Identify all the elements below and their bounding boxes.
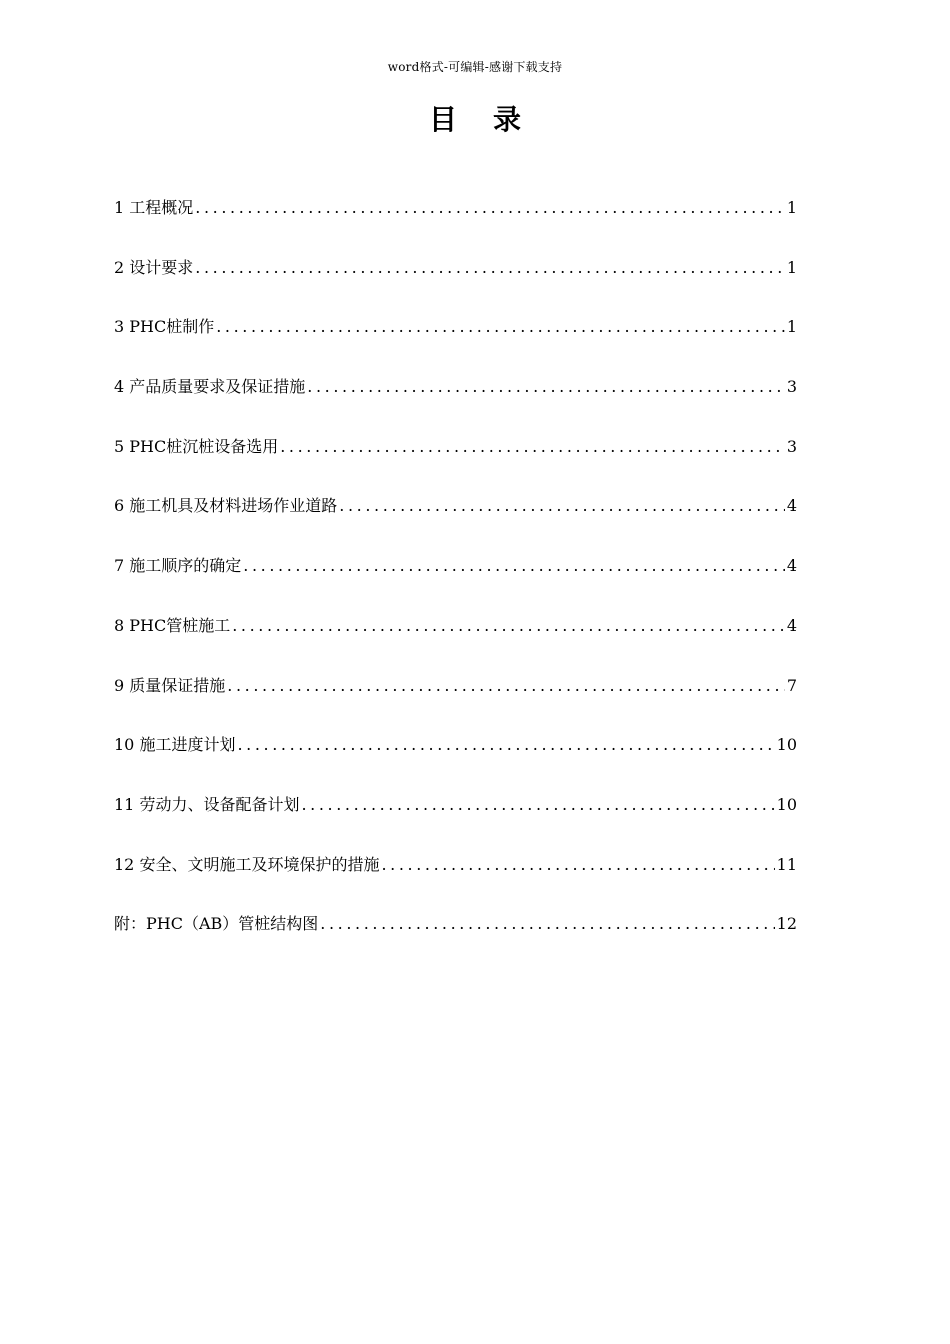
toc-leader-dots — [381, 854, 774, 876]
toc-entry-page: 1 — [786, 257, 797, 277]
page-header-note: word格式-可编辑-感谢下载支持 — [387, 60, 563, 74]
toc-entry-label: 8 PHC管桩施工 — [114, 615, 231, 635]
toc-entry-label: 12 安全、文明施工及环境保护的措施 — [114, 854, 380, 874]
toc-entry[interactable] — [114, 854, 797, 914]
toc-entry-page: 10 — [776, 794, 797, 814]
toc-leader-dots — [280, 436, 785, 458]
toc-leader-dots — [216, 316, 785, 338]
toc-entry-label: 9 质量保证措施 — [114, 675, 226, 695]
toc-entry[interactable] — [114, 495, 797, 555]
page-title: 目录 — [428, 103, 557, 136]
toc-entry[interactable] — [114, 913, 797, 973]
toc-leader-dots — [339, 495, 785, 517]
toc-leader-dots — [307, 376, 785, 398]
toc-entry-label: 3 PHC桩制作 — [114, 317, 215, 337]
toc-entry-label: 7 施工顺序的确定 — [114, 556, 242, 576]
toc-leader-dots — [301, 794, 774, 816]
toc-entry-page: 4 — [786, 556, 797, 576]
toc-entry-page: 4 — [786, 496, 797, 516]
toc-entry[interactable] — [114, 436, 797, 496]
toc-leader-dots — [243, 555, 785, 577]
toc-entry-page: 3 — [786, 377, 797, 397]
toc-entry-page: 1 — [786, 317, 797, 337]
table-of-contents — [114, 197, 797, 973]
toc-entry[interactable] — [114, 555, 797, 615]
toc-entry-label: 5 PHC桩沉桩设备选用 — [114, 436, 279, 456]
toc-leader-dots — [195, 197, 785, 219]
toc-entry-label: 6 施工机具及材料进场作业道路 — [114, 496, 338, 516]
toc-entry[interactable] — [114, 376, 797, 436]
toc-entry-page: 12 — [776, 914, 797, 934]
toc-entry-page: 1 — [786, 198, 797, 217]
toc-leader-dots — [320, 913, 774, 935]
toc-leader-dots — [232, 615, 785, 637]
toc-entry[interactable] — [114, 316, 797, 376]
toc-leader-dots — [227, 675, 785, 697]
toc-entry[interactable] — [114, 675, 797, 735]
toc-entry[interactable] — [114, 197, 797, 257]
toc-entry[interactable] — [114, 794, 797, 854]
toc-entry[interactable] — [114, 734, 797, 794]
toc-entry-page: 4 — [786, 615, 797, 635]
toc-entry-label: 1 工程概况 — [114, 198, 194, 217]
toc-entry-page: 10 — [776, 735, 797, 755]
toc-leader-dots — [237, 734, 774, 756]
toc-entry-label: 10 施工进度计划 — [114, 735, 236, 755]
toc-entry[interactable] — [114, 257, 797, 317]
toc-entry-page: 3 — [786, 436, 797, 456]
toc-leader-dots — [195, 257, 785, 279]
toc-entry-label: 11 劳动力、设备配备计划 — [114, 794, 300, 814]
toc-entry-label: 附：PHC（AB）管桩结构图 — [114, 914, 319, 934]
toc-entry[interactable] — [114, 615, 797, 675]
toc-entry-page: 7 — [786, 675, 797, 695]
toc-entry-label: 4 产品质量要求及保证措施 — [114, 377, 306, 397]
toc-entry-page: 11 — [776, 854, 797, 874]
toc-entry-label: 2 设计要求 — [114, 257, 194, 277]
